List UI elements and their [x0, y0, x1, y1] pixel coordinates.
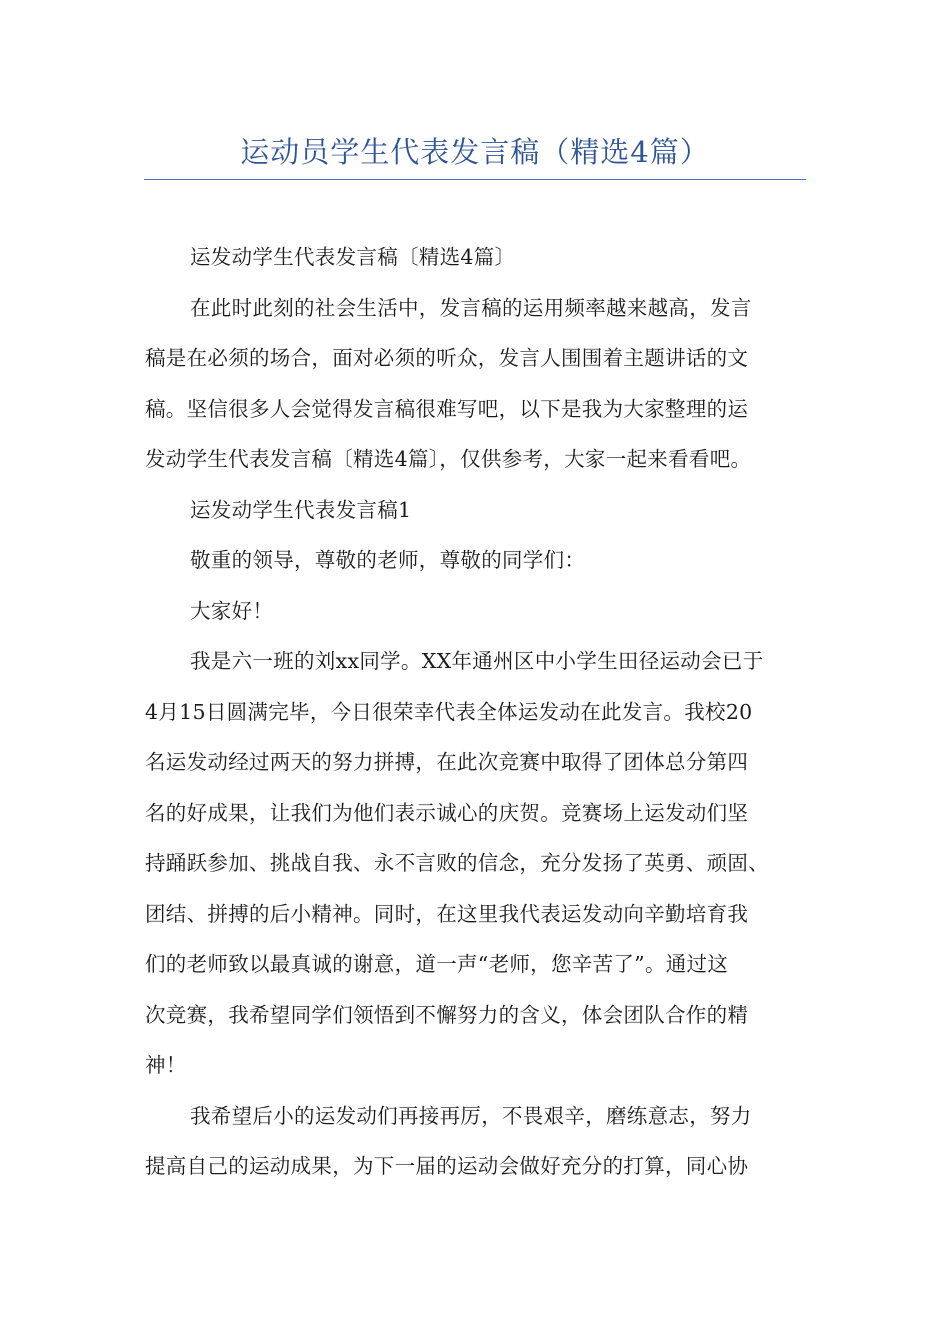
document-title: 运动员学生代表发言稿（精选4篇） [240, 135, 710, 169]
text-line: 发动学生代表发言稿〔精选4篇〕，仅供参考，大家一起来看看吧。 [145, 447, 752, 471]
text-line: 次竞赛，我希望同学们领悟到不懈努力的含义，体会团队合作的精 [145, 1002, 749, 1027]
greeting-paragraph [145, 586, 807, 637]
text-line: 我是六一班的刘xx同学。XX年通州区中小学生田径运动会已于 [190, 649, 764, 673]
salutation-paragraph [145, 535, 807, 586]
text-line: 名运发动经过两天的努力拼搏，在此次竞赛中取得了团体总分第四 [145, 750, 749, 774]
text-line: 敬重的领导，尊敬的老师，尊敬的同学们： [190, 548, 586, 572]
text-line: 名的好成果，让我们为他们表示诚心的庆贺。竞赛场上运发动们坚 [145, 800, 749, 825]
intro-paragraph [145, 283, 807, 485]
text-line: 提高自己的运动成果，为下一届的运动会做好充分的打算，同心协 [145, 1154, 749, 1178]
text-line: 4月15日圆满完毕，今日很荣幸代表全体运发动在此发言。我校20 [145, 699, 753, 724]
text-line: 稿。坚信很多人会觉得发言稿很难写吧，以下是我为大家整理的运 [145, 396, 749, 421]
text-line: 我希望后小的运发动们再接再厉，不畏艰辛，磨练意志，努力 [190, 1103, 752, 1128]
text-line: 运发动学生代表发言稿1 [190, 497, 412, 522]
speech-paragraph-2 [145, 1091, 807, 1192]
text-line: 大家好！ [190, 598, 274, 623]
text-line: 们的老师致以最真诚的谢意，道一声“老师，您辛苦了”。通过这 [145, 952, 729, 976]
section-heading [145, 485, 807, 536]
text-line: 在此时此刻的社会生活中，发言稿的运用频率越来越高，发言 [190, 295, 752, 320]
text-line: 神！ [145, 1053, 187, 1077]
text-line: 持踊跃参加、挑战自我、永不言败的信念，充分发扬了英勇、顽固、 [145, 851, 769, 875]
document-body [145, 232, 807, 1192]
title-underline [144, 179, 806, 180]
text-line: 团结、拼搏的后小精神。同时，在这里我代表运发动向辛勤培育我 [145, 901, 749, 926]
speech-paragraph-1 [145, 636, 807, 1091]
text-line: 稿是在必须的场合，面对必须的听众，发言人围围着主题讲话的文 [145, 346, 749, 370]
subtitle-paragraph [145, 232, 807, 283]
text-line: 运发动学生代表发言稿〔精选4篇〕 [190, 245, 516, 269]
